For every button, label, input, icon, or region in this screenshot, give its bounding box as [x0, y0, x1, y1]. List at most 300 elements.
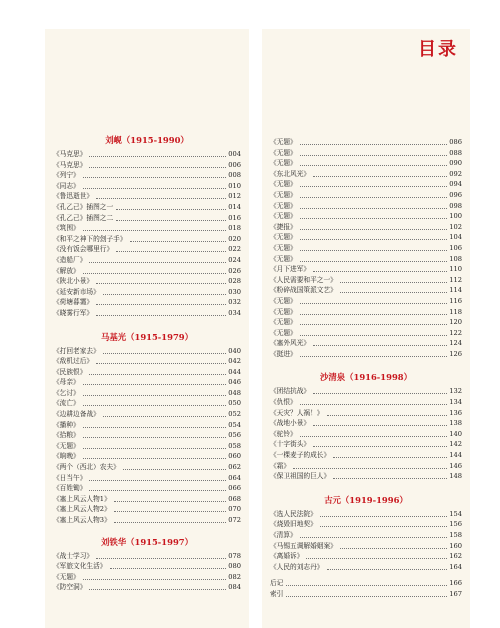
dot-leader — [300, 356, 447, 357]
entry-title: 《东北风光》 — [270, 169, 311, 178]
page-number: 080 — [228, 562, 241, 571]
toc-entry — [53, 420, 241, 431]
page-number: 167 — [449, 589, 462, 598]
dot-leader — [83, 448, 226, 449]
entry-title: 《两个（西北）农夫》 — [53, 463, 120, 472]
dot-leader — [300, 208, 447, 209]
entry-title: 《打回老家去》 — [53, 346, 100, 355]
page-number: 106 — [449, 243, 462, 252]
dot-leader — [83, 437, 226, 438]
entry-title: 《无题》 — [270, 254, 297, 263]
page-number: 052 — [228, 410, 241, 419]
dot-leader — [83, 384, 226, 385]
entry-title: 索引 — [270, 589, 284, 598]
dot-leader — [300, 261, 447, 262]
dot-leader — [300, 314, 447, 315]
toc-entry — [270, 307, 462, 318]
entry-title: 《十字街头》 — [270, 440, 311, 449]
right-page — [262, 29, 470, 628]
page-number: 154 — [449, 509, 462, 518]
toc-heading: 目录 — [418, 39, 458, 60]
entry-title: 《人民需要和平之一》 — [270, 275, 337, 284]
entry-title: 《塞上风云人物1》 — [53, 494, 111, 503]
toc-entry — [53, 244, 241, 255]
dot-leader — [300, 186, 447, 187]
toc-entry — [270, 158, 462, 169]
toc-entry — [53, 483, 241, 494]
entry-title: 《清算》 — [270, 531, 297, 539]
dot-leader — [300, 303, 447, 304]
page-number: 016 — [228, 213, 241, 222]
toc-entry — [270, 397, 462, 408]
page-number: 100 — [449, 212, 462, 221]
toc-right-column — [270, 137, 462, 600]
entry-title: 《孔乙己》插图之一 — [53, 202, 114, 211]
section-title: 刘岘（1915-1990） — [105, 135, 189, 145]
page-number: 158 — [449, 531, 462, 539]
toc-entry — [53, 582, 241, 593]
page-number: 102 — [449, 222, 462, 231]
dot-leader — [300, 155, 447, 156]
entry-title: 《没有饭会哪里行》 — [53, 245, 114, 254]
dot-leader — [313, 176, 447, 177]
toc-entry — [270, 439, 462, 450]
page-number: 030 — [228, 287, 241, 296]
dot-leader — [89, 374, 226, 375]
page-number: 056 — [228, 431, 241, 440]
dot-leader — [300, 218, 447, 219]
dot-leader — [300, 335, 447, 336]
entry-title: 《荷塘暮霭》 — [53, 298, 94, 307]
toc-entry — [270, 349, 462, 360]
entry-title: 《无题》 — [270, 328, 297, 337]
page-number: 020 — [228, 234, 241, 243]
page-number: 034 — [228, 308, 241, 317]
page-number: 114 — [449, 286, 462, 295]
dot-leader — [320, 516, 447, 517]
entry-title: 《马锡五调解婚姻案》 — [270, 541, 337, 550]
entry-title: 《无题》 — [270, 243, 297, 252]
dot-leader — [130, 241, 227, 242]
page-number: 146 — [449, 461, 462, 470]
page-number: 026 — [228, 266, 241, 275]
toc-entry — [270, 232, 462, 243]
dot-leader — [83, 458, 226, 459]
page-number: 096 — [449, 190, 462, 199]
toc-entry — [53, 441, 241, 452]
page-number: 166 — [449, 579, 462, 588]
entry-title: 《塞外风光》 — [270, 339, 311, 348]
dot-leader — [83, 427, 226, 428]
page-number: 010 — [228, 181, 241, 190]
dot-leader — [96, 283, 226, 284]
page-number: 108 — [449, 254, 462, 263]
left-page — [45, 29, 249, 628]
entry-title: 《塞上风云人物3》 — [53, 516, 111, 524]
toc-entry — [270, 222, 462, 233]
toc-entry — [270, 211, 462, 222]
dot-leader — [300, 436, 447, 437]
toc-entry — [53, 398, 241, 409]
entry-title: 《团结抗战》 — [270, 387, 311, 396]
toc-entry — [270, 519, 462, 530]
page-number: 032 — [228, 298, 241, 307]
toc-entry — [270, 201, 462, 212]
dot-leader — [340, 282, 447, 283]
toc-entry — [270, 589, 462, 600]
page-number: 004 — [228, 150, 241, 158]
page-number: 072 — [228, 516, 241, 524]
entry-title: 《乞讨》 — [53, 388, 80, 397]
page-number: 138 — [449, 419, 462, 428]
entry-title: 《晌晚》 — [53, 452, 80, 461]
dot-leader — [110, 568, 227, 569]
page-number: 132 — [449, 387, 462, 396]
page-number: 110 — [449, 265, 462, 274]
toc-entry — [53, 462, 241, 473]
dot-leader — [286, 585, 447, 586]
entry-title: 《同志》 — [53, 181, 80, 190]
dot-leader — [83, 405, 226, 406]
dot-leader — [83, 188, 226, 189]
page-number: 134 — [449, 398, 462, 407]
dot-leader — [96, 198, 226, 199]
dot-leader — [313, 425, 447, 426]
entry-title: 《保卫祖国的巨人》 — [270, 472, 331, 481]
entry-title: 《烧毁旧地契》 — [270, 520, 317, 529]
page-number: 160 — [449, 541, 462, 550]
toc-entry — [53, 191, 241, 202]
entry-title: 《造船厂》 — [53, 255, 87, 264]
page-number: 126 — [449, 349, 462, 358]
page-number: 112 — [449, 275, 462, 284]
toc-entry — [53, 356, 241, 367]
dot-leader — [327, 569, 448, 570]
entry-title: 《无题》 — [53, 441, 80, 450]
entry-title: 《筑围》 — [53, 224, 80, 233]
dot-leader — [300, 537, 447, 538]
dot-leader — [313, 271, 447, 272]
section-title: 刘铁华（1915-1997） — [101, 536, 193, 547]
toc-entry — [270, 285, 462, 296]
toc-entry — [53, 213, 241, 224]
entry-title: 《解放》 — [53, 266, 80, 275]
toc-entry — [270, 338, 462, 349]
entry-title: 《无题》 — [270, 296, 297, 305]
page-number: 142 — [449, 440, 462, 449]
toc-entry — [270, 530, 462, 541]
page-number: 082 — [228, 572, 241, 581]
entry-title: 《百姓锄》 — [53, 484, 87, 493]
toc-entry — [53, 367, 241, 378]
page-number: 054 — [228, 420, 241, 429]
entry-title: 《拾粮》 — [53, 431, 80, 440]
dot-leader — [103, 294, 226, 295]
toc-entry — [270, 450, 462, 461]
toc-entry — [53, 409, 241, 420]
entry-title: 《马克思》 — [53, 160, 87, 169]
dot-leader — [83, 230, 226, 231]
entry-title: 《马克思》 — [53, 150, 87, 158]
page-number: 156 — [449, 520, 462, 529]
entry-title: 《无题》 — [270, 318, 297, 327]
toc-entry — [53, 297, 241, 308]
entry-title: 《战地小景》 — [270, 419, 311, 428]
entry-title: 《晓雾行军》 — [53, 308, 94, 317]
entry-title: 《延安新市场》 — [53, 287, 100, 296]
toc-entry — [270, 296, 462, 307]
entry-title: 《和平之神下的刽子手》 — [53, 234, 127, 243]
page-number: 006 — [228, 160, 241, 169]
toc-entry — [53, 515, 241, 526]
toc-entry — [53, 160, 241, 171]
dot-leader — [300, 165, 447, 166]
toc-entry — [53, 377, 241, 388]
toc-entry — [53, 504, 241, 515]
dot-leader — [114, 522, 226, 523]
toc-entry — [53, 430, 241, 441]
dot-leader — [83, 177, 226, 178]
toc-entry — [53, 234, 241, 245]
toc-entry — [53, 451, 241, 462]
toc-entry — [53, 473, 241, 484]
section-title: 沙清泉（1916-1998） — [320, 372, 412, 383]
toc-entry — [53, 255, 241, 266]
toc-entry — [270, 148, 462, 159]
dot-leader — [96, 315, 226, 316]
toc-entry — [53, 223, 241, 234]
page-number: 066 — [228, 484, 241, 493]
toc-entry — [270, 408, 462, 419]
entry-title: 《边耕边备战》 — [53, 410, 100, 419]
dot-leader — [300, 144, 447, 145]
page-number: 040 — [228, 346, 241, 355]
toc-entry — [270, 509, 462, 520]
toc-entry — [270, 243, 462, 254]
page-number: 122 — [449, 328, 462, 337]
dot-leader — [89, 156, 226, 157]
entry-title: 《天灾？人祸！》 — [270, 408, 324, 417]
toc-entry — [53, 308, 241, 319]
dot-leader — [300, 324, 447, 325]
entry-title: 《月下进军》 — [270, 265, 311, 274]
dot-leader — [327, 415, 448, 416]
entry-title: 《战士学习》 — [53, 551, 94, 560]
toc-entry — [53, 181, 241, 192]
dot-leader — [333, 478, 447, 479]
dot-leader — [83, 579, 226, 580]
dot-leader — [300, 229, 447, 230]
page-number: 062 — [228, 463, 241, 472]
toc-entry — [270, 551, 462, 562]
entry-title: 《民族恨》 — [53, 367, 87, 376]
page-number: 140 — [449, 429, 462, 438]
entry-title: 《军旅文化生活》 — [53, 562, 107, 571]
dot-leader — [116, 209, 226, 210]
page-number: 044 — [228, 367, 241, 376]
entry-title: 《陕北小景》 — [53, 277, 94, 286]
page-number: 008 — [228, 171, 241, 180]
entry-title: 《无题》 — [270, 233, 297, 242]
entry-title: 《孔乙己》插图之二 — [53, 213, 114, 222]
dot-leader — [89, 167, 226, 168]
dot-leader — [293, 468, 447, 469]
toc-entry — [270, 471, 462, 482]
entry-title: 《无题》 — [270, 307, 297, 316]
dot-leader — [306, 558, 447, 559]
page-number: 164 — [449, 562, 462, 571]
toc-entry — [53, 572, 241, 583]
toc-entry — [53, 266, 241, 277]
page-number: 042 — [228, 357, 241, 366]
section-title: 马基光（1915-1979） — [101, 331, 193, 342]
dot-leader — [300, 250, 447, 251]
toc-entry — [270, 328, 462, 339]
entry-title: 《防空洞》 — [53, 583, 87, 592]
page-number: 068 — [228, 494, 241, 503]
dot-leader — [89, 480, 226, 481]
toc-entry — [270, 429, 462, 440]
page-number: 084 — [228, 583, 241, 592]
entry-title: 《驼铃》 — [270, 429, 297, 438]
page-number: 120 — [449, 318, 462, 327]
toc-entry — [53, 170, 241, 181]
dot-leader — [103, 416, 226, 417]
toc-entry — [53, 561, 241, 572]
page-number: 098 — [449, 201, 462, 210]
toc-entry — [270, 254, 462, 265]
entry-title: 《选人民法院》 — [270, 509, 317, 518]
page-number: 136 — [449, 408, 462, 417]
page-number: 092 — [449, 169, 462, 178]
dot-leader — [89, 262, 226, 263]
page-number: 144 — [449, 451, 462, 460]
dot-leader — [300, 239, 447, 240]
dot-leader — [114, 511, 226, 512]
toc-entry — [53, 346, 241, 357]
dot-leader — [300, 197, 447, 198]
toc-entry — [270, 418, 462, 429]
dot-leader — [89, 490, 226, 491]
toc-entry — [270, 461, 462, 472]
dot-leader — [340, 292, 447, 293]
dot-leader — [116, 220, 226, 221]
entry-title: 《无题》 — [270, 201, 297, 210]
toc-entry — [270, 264, 462, 275]
page-number: 048 — [228, 388, 241, 397]
entry-title: 《母亲》 — [53, 378, 80, 387]
dot-leader — [313, 345, 447, 346]
toc-entry — [53, 388, 241, 399]
entry-title: 《人民的刘志丹》 — [270, 562, 324, 571]
toc-entry — [53, 494, 241, 505]
page-number: 018 — [228, 224, 241, 233]
entry-title: 《无题》 — [53, 572, 80, 581]
page-number: 058 — [228, 441, 241, 450]
entry-title: 《挺进》 — [270, 349, 297, 358]
dot-leader — [333, 457, 447, 458]
page-number: 060 — [228, 452, 241, 461]
page-number: 116 — [449, 296, 462, 305]
dot-leader — [313, 446, 447, 447]
dot-leader — [320, 526, 447, 527]
entry-title: 《播种》 — [53, 420, 80, 429]
page-number: 104 — [449, 233, 462, 242]
page-number: 078 — [228, 551, 241, 560]
entry-title: 《离婚诉》 — [270, 552, 304, 561]
dot-leader — [96, 304, 226, 305]
toc-entry — [53, 287, 241, 298]
toc-left-column — [53, 133, 241, 593]
page-number: 148 — [449, 472, 462, 481]
dot-leader — [96, 363, 226, 364]
toc-entry — [270, 386, 462, 397]
entry-title: 《仇恨》 — [270, 398, 297, 407]
page-number: 064 — [228, 473, 241, 482]
entry-title: 《无题》 — [270, 212, 297, 221]
entry-title: 《列宁》 — [53, 171, 80, 180]
toc-entry — [270, 179, 462, 190]
page-number: 022 — [228, 245, 241, 254]
entry-title: 《日当午》 — [53, 473, 87, 482]
page-number: 046 — [228, 378, 241, 387]
dot-leader — [89, 589, 226, 590]
dot-leader — [116, 251, 226, 252]
entry-title: 《流亡》 — [53, 399, 80, 408]
dot-leader — [96, 558, 226, 559]
toc-entry — [270, 317, 462, 328]
page-number: 050 — [228, 399, 241, 408]
page-number: 012 — [228, 192, 241, 201]
entry-title: 《无题》 — [270, 148, 297, 157]
toc-entry — [270, 562, 462, 573]
dot-leader — [83, 273, 226, 274]
entry-title: 《一棵麦子的成长》 — [270, 451, 331, 460]
entry-title: 《塞上风云人物2》 — [53, 505, 111, 514]
page-number: 090 — [449, 159, 462, 168]
page-number: 086 — [449, 138, 462, 146]
entry-title: 《鲁迅逝世》 — [53, 192, 94, 201]
toc-entry — [53, 276, 241, 287]
page-number: 070 — [228, 505, 241, 514]
toc-entry — [270, 578, 462, 589]
page-number: 124 — [449, 339, 462, 348]
dot-leader — [114, 501, 226, 502]
toc-entry — [270, 541, 462, 552]
toc-entry — [270, 137, 462, 148]
toc-entry — [53, 149, 241, 160]
entry-title: 《敌机过后》 — [53, 357, 94, 366]
dot-leader — [300, 404, 447, 405]
page-number: 088 — [449, 148, 462, 157]
dot-leader — [123, 469, 226, 470]
page-number: 014 — [228, 202, 241, 211]
page-number: 162 — [449, 552, 462, 561]
dot-leader — [340, 548, 447, 549]
page-number: 094 — [449, 180, 462, 189]
entry-title: 《霜》 — [270, 461, 291, 470]
entry-title: 《无题》 — [270, 138, 297, 146]
page-number: 024 — [228, 255, 241, 264]
toc-entry — [53, 202, 241, 213]
entry-title: 《粉碎战国策派文艺》 — [270, 286, 337, 295]
dot-leader — [313, 393, 447, 394]
dot-leader — [83, 395, 226, 396]
page-number: 028 — [228, 277, 241, 286]
page-number: 118 — [449, 307, 462, 316]
entry-title: 《无题》 — [270, 190, 297, 199]
entry-title: 《无题》 — [270, 159, 297, 168]
